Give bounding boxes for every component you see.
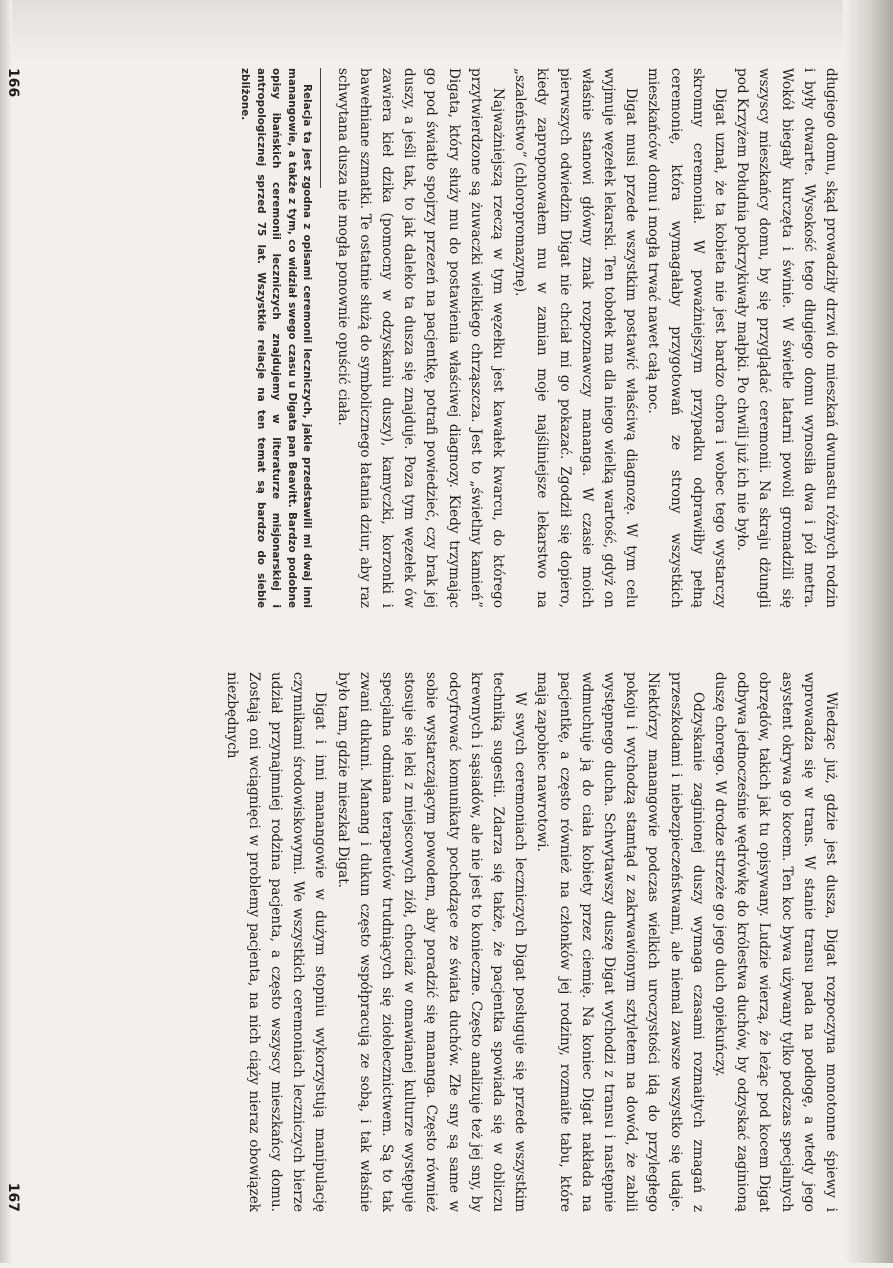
paragraph: Digat i inni manangowie w dużym stopniu wykorzystują manipulację czynnikami środowiskowymi. We wszystkich ceremoniach leczniczych bierze udział przynajmniej rodzina pacjenta, a często wszyscy mieszkańcy domu. Zostają oni wciągnięci w problemy pacjenta, na nich ciąży nieraz obowiązek niezbędnych [223, 672, 329, 1212]
left-page-text [331, 68, 842, 608]
page-number-left: 166 [5, 68, 21, 98]
paragraph: długiego domu, skąd prowadziły drzwi do mieszkań dwunastu różnych rodzin i były otwarte. Wysokość tego długiego domu wynosiła dwa i pół metra. Wokół biegały kurczęta i świnie. W świetle latarni powoli gromadzili się wszyscy mieszkańcy domu, by się przyglądać ceremonii. Na skraju dżungli pod Krzyżem Południa pokrzykiwały małpki. Po chwili już ich nie było. [734, 68, 839, 608]
paragraph: Odzyskanie zaginionej duszy wymaga czasami rozmaitych zmagań z przeszkodami i niebezpieczeństwami, ale niemal zawsze wszystko się udaje. Niektórzy manangowie podczas wielkich uroczystości idą do przyległego pokoju i wychodzą stamtąd z zakrwawionym sztyletem na dowód, że zabili występnego ducha. Schwytawszy duszę Digat wychodzi z transu i następnie wdmuchuje ją do ciała kobiety przez ciemię. Na koniec Digat nakłada na pacjentkę, a często również na członków jej rodziny, rozmaite tabu, które mają zapobiec nawrotowi. [534, 672, 706, 1212]
right-page-text [220, 672, 842, 1212]
paragraph: Najważniejszą rzeczą w tym węzełku jest kawałek kwarcu, do którego przytwierdzone są żuwaczki wielkiego chrząszcza. Jest to „świetlny kamień” Digata, który służy mu do postawienia właściwej diagnozy. Kiedy trzymając go pod światło spojrzy przezeń na pacjentkę, potrafi powiedzieć, czy brak jej duszy, a jeśli tak, to jak daleko ta dusza się znajduje. Poza tym węzełek ów zawiera kieł dzika (pomocny w odzyskaniu duszy), kamyczki, korzonki i bawełniane szmatki. Te ostatnie służą do symbolicznego łatania dziur, aby raz schwytana dusza nie mogła ponownie opuścić ciała. [334, 68, 506, 608]
left-page [0, 28, 880, 628]
right-page [0, 648, 880, 1248]
paragraph: Digat musi przede wszystkim postawić właściwą diagnozę. W tym celu wyjmuje węzełek lekarski. Ten tobołek ma dla niego wielką wartość, gdyż on właśnie stanowi główny znak rozpoznawczy manangа. W czasie moich pierwszych odwiedzin Digat nie chciał mi go pokazać. Zgodził się dopiero, kiedy zaproponowałem mu w zamian moje najśliniejsze lekarstwo na „szaleństwo” (chloropromazynę). [512, 68, 640, 608]
book-spread [0, 28, 880, 1268]
paragraph: Wiedząc już, gdzie jest dusza, Digat rozpoczyna monotonne śpiewy i wprowadza się w trans. W stanie transu pada na podłogę, a wtedy jego asystent okrywa go kocem. Ten koc bywa używany tylko podczas specjalnych obrzędów, takich jak tu opisywany. Ludzie wierzą, że leżąc pod kocem Digat odbywa jednocześnie wędrówkę do królestwa duchów, by odzyskać zaginioną duszę chorego. W drodze strzeże go jego duch opiekuńczy. [711, 672, 839, 1212]
footnote: Relacja ta jest zgodna z opisami ceremonii leczniczych, jakie przedstawili mi dwaj inni manangowie, a także z tym, co widział swego czasu u Digata pan Beavitt. Bardzo podobne opisy ibańskich ceremonii leczniczych znajdujemy w literaturze misjonarskiej i antropologicznej sprzed 75 lat. Wszystkie relacje na ten temat są bardzo do siebie zbliżone. [238, 68, 314, 608]
paragraph: Digat uznał, że ta kobieta nie jest bardzo chora i wobec tego wystarczy skromny ceremoniał. W poważniejszym przypadku odprawiłby pełną ceremonię, która wymagałaby przygotowań ze strony wszystkich mieszkańców domu i mogła trwać nawet całą noc. [645, 68, 728, 608]
footnote-divider [320, 68, 321, 188]
paragraph: W swych ceremoniach leczniczych Digat posługuje się przede wszystkim techniką sugestii. Zdarza się także, że pacjentka spowiada się w obliczu krewnych i sąsiadów, ale nie jest to konieczne. Często analizuje też jej sny, by odcyfrować komunikaty pochodzące ze świata duchów. Złe sny są same w sobie wystarczającym powodem, aby poradzić się mananga. Często również stosuje się leki z miejscowych ziół, chociaż w omawianej kulturze występuje specjalna odmiana terapeutów trudniących się ziołolecznictwem. Są to tak zwani dukuni. Manang i dukun często współpracują ze sobą, i tak właśnie było tam, gdzie mieszkał Digat. [334, 672, 529, 1212]
page-number-right: 167 [5, 1182, 21, 1212]
